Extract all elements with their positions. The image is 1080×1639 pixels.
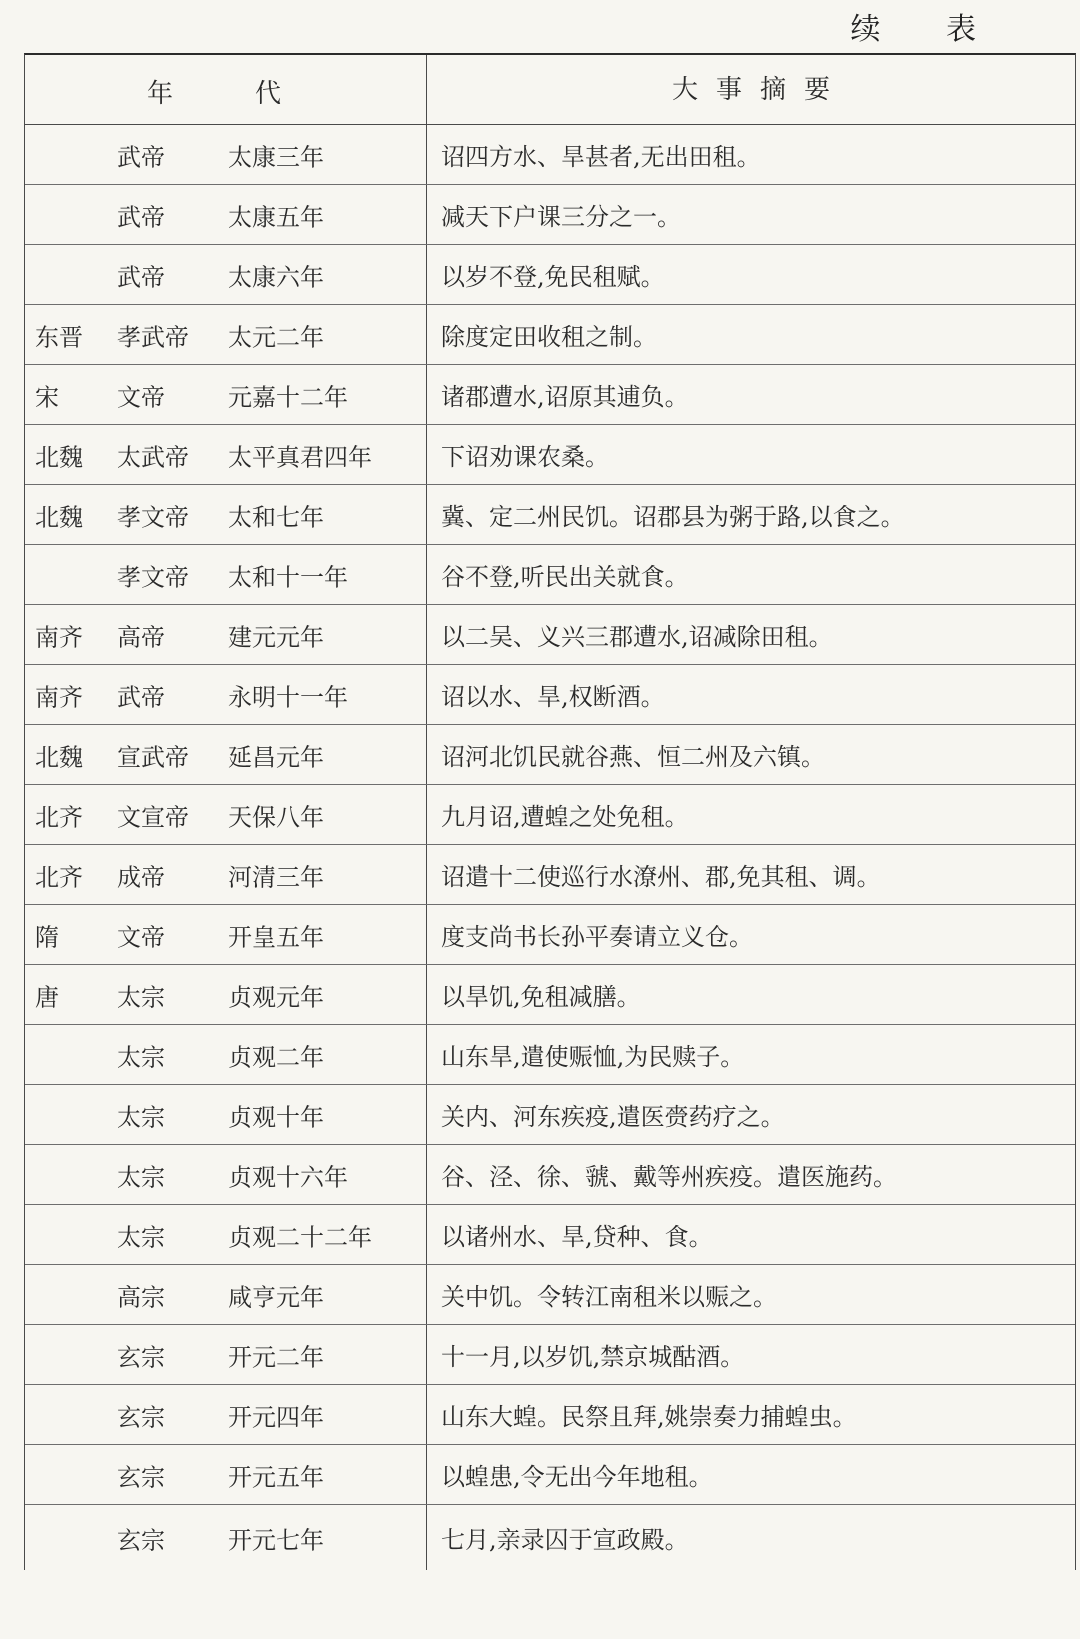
reign-cell: 开皇五年 <box>228 923 324 951</box>
event-cell: 关中饥。令转江南租米以赈之。 <box>441 1283 777 1311</box>
event-cell: 冀、定二州民饥。诏郡县为粥于路,以食之。 <box>441 503 905 531</box>
emperor-cell: 成帝 <box>117 863 165 891</box>
era-cell <box>25 245 427 304</box>
event-cell: 以蝗患,令无出今年地租。 <box>441 1463 713 1491</box>
emperor-cell: 玄宗 <box>117 1526 165 1554</box>
dynasty-cell: 唐 <box>35 983 59 1011</box>
reign-cell: 咸亨元年 <box>228 1283 324 1311</box>
table-row <box>25 1025 1075 1085</box>
reign-cell: 开元五年 <box>228 1463 324 1491</box>
emperor-cell: 太宗 <box>117 1223 165 1251</box>
reign-cell: 贞观二十二年 <box>228 1223 372 1251</box>
table-row <box>25 725 1075 785</box>
table-row <box>25 185 1075 245</box>
emperor-cell: 孝武帝 <box>117 323 189 351</box>
event-cell: 减天下户课三分之一。 <box>441 203 681 231</box>
table-row <box>25 1505 1075 1570</box>
event-cell: 除度定田收租之制。 <box>441 323 657 351</box>
table-header-row <box>25 55 1075 125</box>
era-cell <box>25 1085 427 1144</box>
emperor-cell: 太宗 <box>117 983 165 1011</box>
era-cell <box>25 125 427 184</box>
reign-cell: 贞观十年 <box>228 1103 324 1131</box>
emperor-cell: 孝文帝 <box>117 503 189 531</box>
reign-cell: 太和十一年 <box>228 563 348 591</box>
emperor-cell: 太武帝 <box>117 443 189 471</box>
era-cell <box>25 785 427 844</box>
table-row <box>25 1325 1075 1385</box>
emperor-cell: 太宗 <box>117 1043 165 1071</box>
event-cell: 山东旱,遣使赈恤,为民赎子。 <box>441 1043 745 1071</box>
event-cell: 以岁不登,免民租赋。 <box>441 263 665 291</box>
table-row <box>25 1445 1075 1505</box>
era-cell <box>25 845 427 904</box>
era-header-char-2: 代 <box>255 79 282 109</box>
event-cell: 九月诏,遭蝗之处免租。 <box>441 803 689 831</box>
table-row <box>25 545 1075 605</box>
event-cell: 诏四方水、旱甚者,无出田租。 <box>441 143 761 171</box>
table-row <box>25 845 1075 905</box>
event-cell: 下诏劝课农桑。 <box>441 443 609 471</box>
event-cell: 谷、泾、徐、虢、戴等州疾疫。遣医施药。 <box>441 1163 897 1191</box>
reign-cell: 太和七年 <box>228 503 324 531</box>
era-header-char-1: 年 <box>147 79 174 109</box>
table-row <box>25 125 1075 185</box>
era-cell <box>25 1145 427 1204</box>
table-row <box>25 965 1075 1025</box>
dynasty-cell: 北魏 <box>35 743 83 771</box>
era-cell <box>25 1385 427 1444</box>
table-row <box>25 1205 1075 1265</box>
era-cell <box>25 905 427 964</box>
event-cell: 山东大蝗。民祭且拜,姚崇奏力捕蝗虫。 <box>441 1403 857 1431</box>
emperor-cell: 玄宗 <box>117 1343 165 1371</box>
era-cell <box>25 425 427 484</box>
event-cell: 诸郡遭水,诏原其逋负。 <box>441 383 689 411</box>
reign-cell: 太康五年 <box>228 203 324 231</box>
table-row <box>25 245 1075 305</box>
event-cell: 七月,亲录囚于宣政殿。 <box>441 1526 689 1554</box>
reign-cell: 建元元年 <box>228 623 324 651</box>
chronology-table <box>24 53 1076 1570</box>
emperor-cell: 孝文帝 <box>117 563 189 591</box>
event-cell: 十一月,以岁饥,禁京城酤酒。 <box>441 1343 745 1371</box>
event-cell: 诏以水、旱,权断酒。 <box>441 683 665 711</box>
emperor-cell: 文宣帝 <box>117 803 189 831</box>
table-body <box>25 125 1075 1570</box>
table-row <box>25 665 1075 725</box>
era-cell <box>25 305 427 364</box>
table-row <box>25 1145 1075 1205</box>
emperor-cell: 玄宗 <box>117 1463 165 1491</box>
reign-cell: 开元四年 <box>228 1403 324 1431</box>
continued-table-label: 续 表 <box>850 12 1004 47</box>
dynasty-cell: 隋 <box>35 923 59 951</box>
reign-cell: 贞观十六年 <box>228 1163 348 1191</box>
era-cell <box>25 1445 427 1504</box>
reign-cell: 开元七年 <box>228 1526 324 1554</box>
event-cell: 谷不登,听民出关就食。 <box>441 563 689 591</box>
reign-cell: 太元二年 <box>228 323 324 351</box>
reign-cell: 太平真君四年 <box>228 443 372 471</box>
reign-cell: 永明十一年 <box>228 683 348 711</box>
event-cell: 关内、河东疾疫,遣医赍药疗之。 <box>441 1103 785 1131</box>
reign-cell: 贞观二年 <box>228 1043 324 1071</box>
reign-cell: 河清三年 <box>228 863 324 891</box>
table-row <box>25 905 1075 965</box>
event-cell: 度支尚书长孙平奏请立义仓。 <box>441 923 753 951</box>
dynasty-cell: 北魏 <box>35 443 83 471</box>
dynasty-cell: 宋 <box>35 383 59 411</box>
reign-cell: 开元二年 <box>228 1343 324 1371</box>
emperor-cell: 文帝 <box>117 383 165 411</box>
dynasty-cell: 东晋 <box>35 323 83 351</box>
event-cell: 以旱饥,免租减膳。 <box>441 983 641 1011</box>
emperor-cell: 宣武帝 <box>117 743 189 771</box>
emperor-cell: 玄宗 <box>117 1403 165 1431</box>
era-cell <box>25 725 427 784</box>
era-cell <box>25 1025 427 1084</box>
event-cell: 诏遣十二使巡行水潦州、郡,免其租、调。 <box>441 863 881 891</box>
era-cell <box>25 1265 427 1324</box>
era-cell <box>25 1205 427 1264</box>
reign-cell: 太康六年 <box>228 263 324 291</box>
table-row <box>25 1265 1075 1325</box>
era-cell <box>25 365 427 424</box>
table-row <box>25 485 1075 545</box>
dynasty-cell: 南齐 <box>35 623 83 651</box>
reign-cell: 太康三年 <box>228 143 324 171</box>
emperor-cell: 太宗 <box>117 1103 165 1131</box>
era-column-header <box>25 55 427 124</box>
emperor-cell: 武帝 <box>117 143 165 171</box>
table-row <box>25 425 1075 485</box>
table-row <box>25 365 1075 425</box>
event-column-header: 大事摘要 <box>671 75 848 105</box>
emperor-cell: 太宗 <box>117 1163 165 1191</box>
emperor-cell: 高宗 <box>117 1283 165 1311</box>
table-row <box>25 305 1075 365</box>
era-cell <box>25 605 427 664</box>
era-cell <box>25 185 427 244</box>
table-row <box>25 1385 1075 1445</box>
table-row <box>25 605 1075 665</box>
table-row <box>25 1085 1075 1145</box>
event-cell: 以二吴、义兴三郡遭水,诏减除田租。 <box>441 623 833 651</box>
reign-cell: 贞观元年 <box>228 983 324 1011</box>
emperor-cell: 武帝 <box>117 203 165 231</box>
era-cell <box>25 485 427 544</box>
era-cell <box>25 665 427 724</box>
reign-cell: 天保八年 <box>228 803 324 831</box>
dynasty-cell: 北齐 <box>35 803 83 831</box>
event-cell: 以诸州水、旱,贷种、食。 <box>441 1223 713 1251</box>
event-cell: 诏河北饥民就谷燕、恒二州及六镇。 <box>441 743 825 771</box>
table-row <box>25 785 1075 845</box>
dynasty-cell: 南齐 <box>35 683 83 711</box>
reign-cell: 元嘉十二年 <box>228 383 348 411</box>
emperor-cell: 武帝 <box>117 683 165 711</box>
era-cell <box>25 1505 427 1570</box>
reign-cell: 延昌元年 <box>228 743 324 771</box>
emperor-cell: 高帝 <box>117 623 165 651</box>
dynasty-cell: 北魏 <box>35 503 83 531</box>
era-cell <box>25 1325 427 1384</box>
emperor-cell: 文帝 <box>117 923 165 951</box>
dynasty-cell: 北齐 <box>35 863 83 891</box>
era-cell <box>25 545 427 604</box>
era-cell <box>25 965 427 1024</box>
emperor-cell: 武帝 <box>117 263 165 291</box>
